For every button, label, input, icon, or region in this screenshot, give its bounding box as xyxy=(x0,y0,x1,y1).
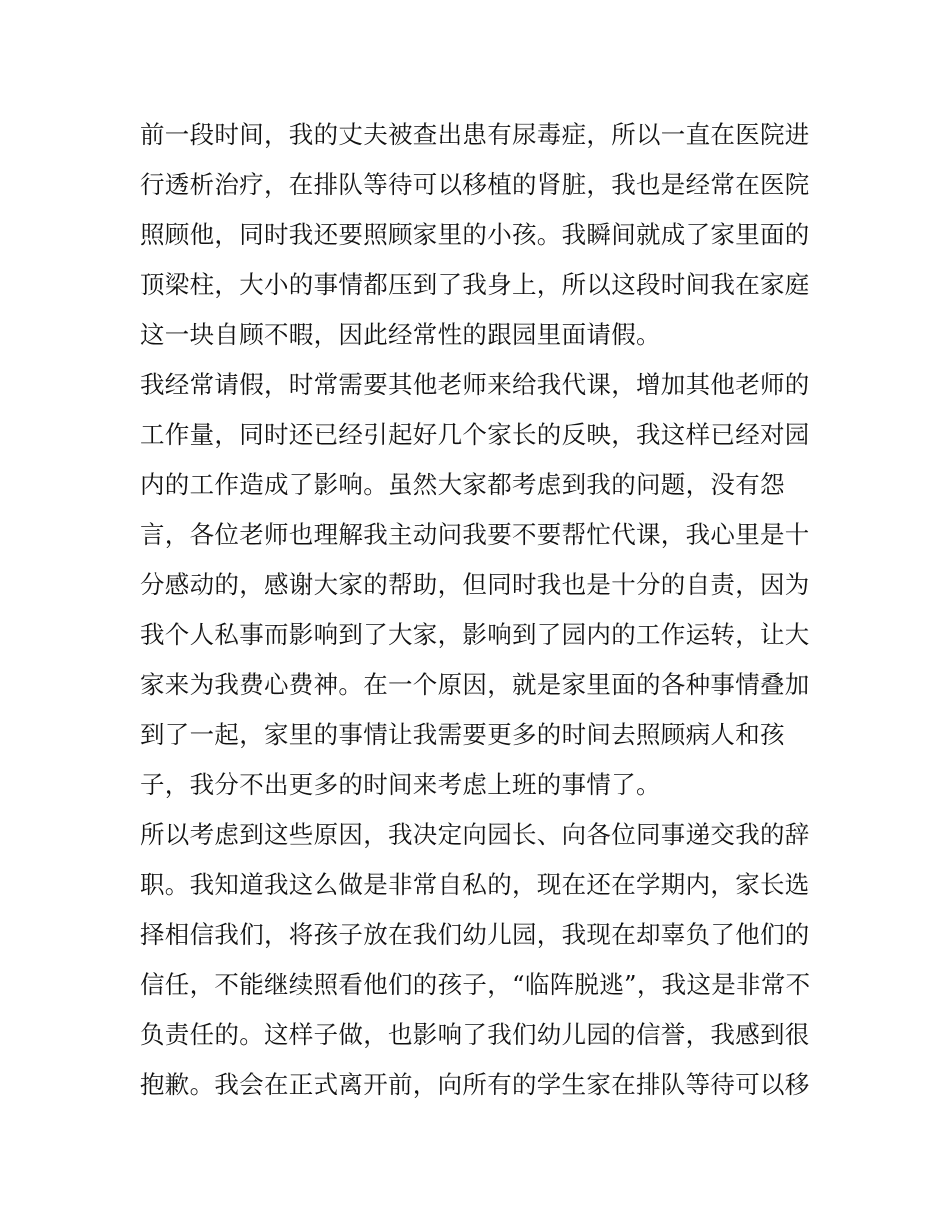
document-body xyxy=(140,110,820,1110)
text-line: 所以考虑到这些原因，我决定向园长、向各位同事递交我的辞 xyxy=(140,820,810,849)
text-line: 信任，不能继续照看他们的孩子，“临阵脱逃”，我这是非常不 xyxy=(140,970,811,999)
text-line: 内的工作造成了影响。虽然大家都考虑到我的问题，没有怨 xyxy=(140,470,785,499)
text-line: 言，各位老师也理解我主动问我要不要帮忙代课，我心里是十 xyxy=(140,520,810,549)
text-line: 我个人私事而影响到了大家，影响到了园内的工作运转，让大 xyxy=(140,620,810,649)
text-line: 行透析治疗，在排队等待可以移植的肾脏，我也是经常在医院 xyxy=(140,170,810,199)
text-line: 到了一起，家里的事情让我需要更多的时间去照顾病人和孩 xyxy=(140,720,785,749)
text-line: 分感动的，感谢大家的帮助，但同时我也是十分的自责，因为 xyxy=(140,570,810,599)
text-line: 前一段时间，我的丈夫被查出患有尿毒症，所以一直在医院进 xyxy=(140,120,810,149)
text-line: 负责任的。这样子做，也影响了我们幼儿园的信誉，我感到很 xyxy=(140,1020,810,1049)
text-line: 家来为我费心费神。在一个原因，就是家里面的各种事情叠加 xyxy=(140,670,810,699)
text-line: 择相信我们，将孩子放在我们幼儿园，我现在却辜负了他们的 xyxy=(140,920,810,949)
text-line: 抱歉。我会在正式离开前，向所有的学生家在排队等待可以移 xyxy=(140,1070,810,1099)
text-line: 子，我分不出更多的时间来考虑上班的事情了。 xyxy=(140,770,661,799)
text-line: 照顾他，同时我还要照顾家里的小孩。我瞬间就成了家里面的 xyxy=(140,220,810,249)
text-line: 工作量，同时还已经引起好几个家长的反映，我这样已经对园 xyxy=(140,420,810,449)
text-line: 这一块自顾不暇，因此经常性的跟园里面请假。 xyxy=(140,320,661,349)
text-line: 我经常请假，时常需要其他老师来给我代课，增加其他老师的 xyxy=(140,370,810,399)
text-line: 顶梁柱，大小的事情都压到了我身上，所以这段时间我在家庭 xyxy=(140,270,810,299)
text-line: 职。我知道我这么做是非常自私的，现在还在学期内，家长选 xyxy=(140,870,810,899)
